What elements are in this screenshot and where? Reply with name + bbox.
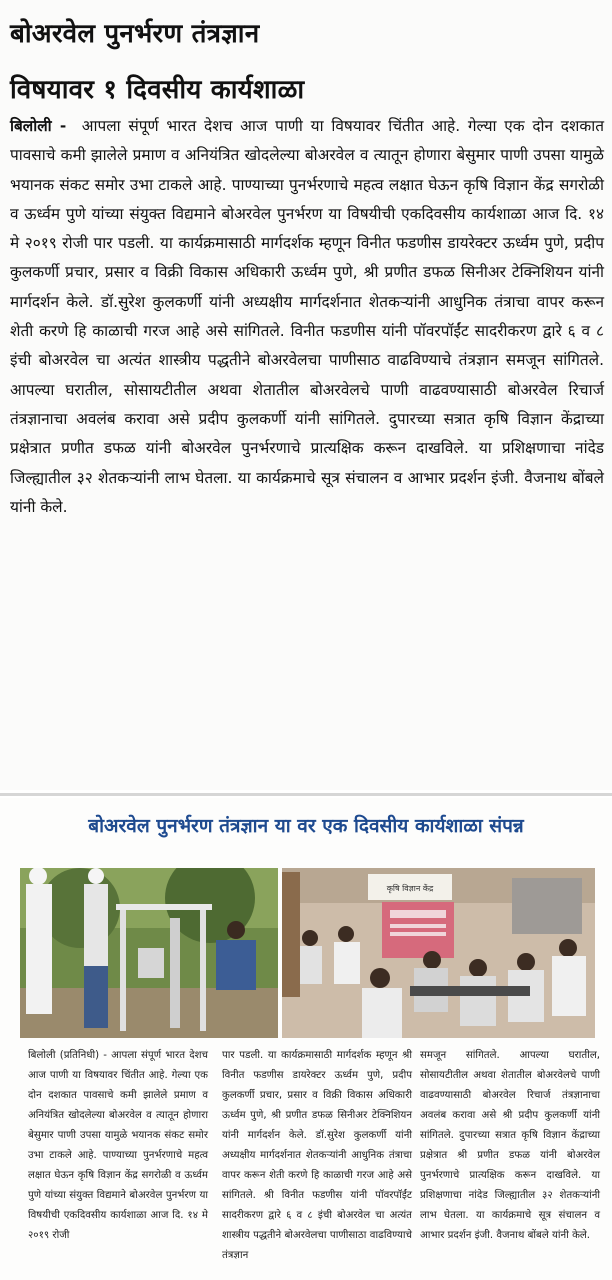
column-1: बिलोली (प्रतिनिधी) - आपला संपूर्ण भारत देशच आज पाणी या विषयावर चिंतीत आहे. गेल्या एक दोन दशकात पावसाचे कमी झालेले प्रमाण व अनियंत्रित खोदलेल्या बोअरवेल व त्यातून होणारा बेसुमार पाणी उपसा यामुळे भयानक संकट समोर उभा टाकले आहे. पाण्याच्या पुनर्भरणाचे महत्व लक्षात घेऊन कृषि विज्ञान केंद्र सगरोळी व ऊर्ध्वम पुणे यांच्या संयुक्त विद्यमाने बोअरवेल पुनर्भरण या विषयीची एकदिवसीय कार्यशाळा आज दि. १४ मे २०१९ रोजी — [28, 1050, 208, 1241]
headline-line-1: बोअरवेल पुनर्भरण तंत्रज्ञान — [10, 19, 260, 49]
headline: बोअरवेल पुनर्भरण तंत्रज्ञान या वर एक दिवसीय कार्यशाळा संपन्न — [88, 815, 524, 837]
dateline: बिलोली - — [10, 117, 67, 135]
hall-workshop-image — [282, 868, 595, 1038]
news-clipping-2 — [0, 798, 612, 1280]
clipping-divider — [0, 793, 612, 796]
column-2: पार पडली. या कार्यक्रमासाठी मार्गदर्शक म्हणून श्री विनीत फडणीस डायरेक्टर ऊर्ध्वम पुणे, प्रदीप कुलकर्णी प्रचार, प्रसार व विक्री विकास अधिकारी ऊर्ध्वम पुणे, श्री प्रणीत डफळ सिनीअर टेक्निशियन यांनी मार्गदर्शन केले. डॉ.सुरेश कुलकर्णी यांनी अध्यक्षीय मार्गदर्शनात शेतकऱ्यांनी आधुनिक तंत्राचा वापर करून शेती करणे हि काळाची गरज आहे असे सांगितले. श्री विनीत फडणीस यांनी पॉवरपॉईंट सादरीकरण द्वारे ६ व ८ इंची बोअरवेल चा अत्यंत शास्त्रीय पद्धतीने बोअरवेलचा पाणीसाठा वाढविण्याचे तंत्रज्ञान — [222, 1050, 412, 1261]
field-demo-image — [20, 868, 278, 1038]
headline-line-2: विषयावर १ दिवसीय कार्यशाळा — [10, 75, 305, 105]
column-3: समजून सांगितले. आपल्या घरातील, सोसायटीतील अथवा शेतातील बोअरवेलचे पाणी वाढवण्यासाठी बोअरवेल रिचार्ज तंत्रज्ञानाचा अवलंब करावा असे श्री प्रदीप कुलकर्णी यांनी सांगितले. दुपारच्या सत्रात कृषि विज्ञान केंद्राच्या प्रक्षेत्रात श्री प्रणीत डफळ यांनी बोअरवेल पुनर्भरणाचे प्रात्यक्षिक करून दाखविले. या प्रशिक्षणाचा नांदेड जिल्ह्यातील ३२ शेतकऱ्यांनी लाभ घेतला. या कार्यक्रमाचे सूत्र संचालन व आभार प्रदर्शन इंजी. वैजनाथ बोंबले यांनी केले. — [420, 1050, 600, 1241]
hall-banner-label: कृषि विज्ञान केंद्र — [386, 884, 434, 893]
article-text: आपला संपूर्ण भारत देशच आज पाणी या विषयावर चिंतीत आहे. गेल्या एक दोन दशकात पावसाचे कमी झालेले प्रमाण व अनियंत्रित खोदलेल्या बोअरवेल व त्यातून होणारा बेसुमार पाणी उपसा यामुळे भयानक संकट समोर उभा टाकले आहे. पाण्याच्या पुनर्भरणाचे महत्व लक्षात घेऊन कृषि विज्ञान केंद्र सगरोळी व ऊर्ध्वम पुणे यांच्या संयुक्त विद्यमाने बोअरवेल पुनर्भरण या विषयीची एकदिवसीय कार्यशाळा आज दि. १४ मे २०१९ रोजी पार पडली. या कार्यक्रमासाठी मार्गदर्शक म्हणून विनीत फडणीस डायरेक्टर ऊर्ध्वम पुणे, प्रदीप कुलकर्णी प्रचार, प्रसार व विक्री विकास अधिकारी ऊर्ध्वम पुणे, श्री प्रणीत डफळ सिनीअर टेक्निशियन यांनी मार्गदर्शन केले. डॉ.सुरेश कुलकर्णी यांनी अध्यक्षीय मार्गदर्शनात शेतकऱ्यांनी आधुनिक तंत्राचा वापर करून शेती करणे हि काळाची गरज आहे असे सांगितले. विनीत फडणीस यांनी पॉवरपॉईंट सादरीकरण द्वारे ६ व ८ इंची बोअरवेल चा अत्यंत शास्त्रीय पद्धतीने बोअरवेलचा पाणीसाठ वाढविण्याचे तंत्रज्ञान समजून सांगितले. आपल्या घरातील, सोसायटीतील अथवा शेतातील बोअरवेलचे पाणी वाढवण्यासाठी बोअरवेल रिचार्ज तंत्रज्ञानाचा अवलंब करावा असे प्रदीप कुलकर्णी यांनी सांगितले. दुपारच्या सत्रात कृषि विज्ञान केंद्राच्या प्रक्षेत्रात प्रणीत डफळ यांनी बोअरवेल पुनर्भरणाचे प्रात्यक्षिक करून दाखविले. या प्रशिक्षणाचा नांदेड जिल्ह्यातील ३२ शेतकऱ्यांनी लाभ घेतला. या कार्यक्रमाचे सूत्र संचालन व आभार प्रदर्शन इंजी. वैजनाथ बोंबले यांनी केले. — [10, 117, 604, 516]
article-body — [10, 112, 604, 522]
